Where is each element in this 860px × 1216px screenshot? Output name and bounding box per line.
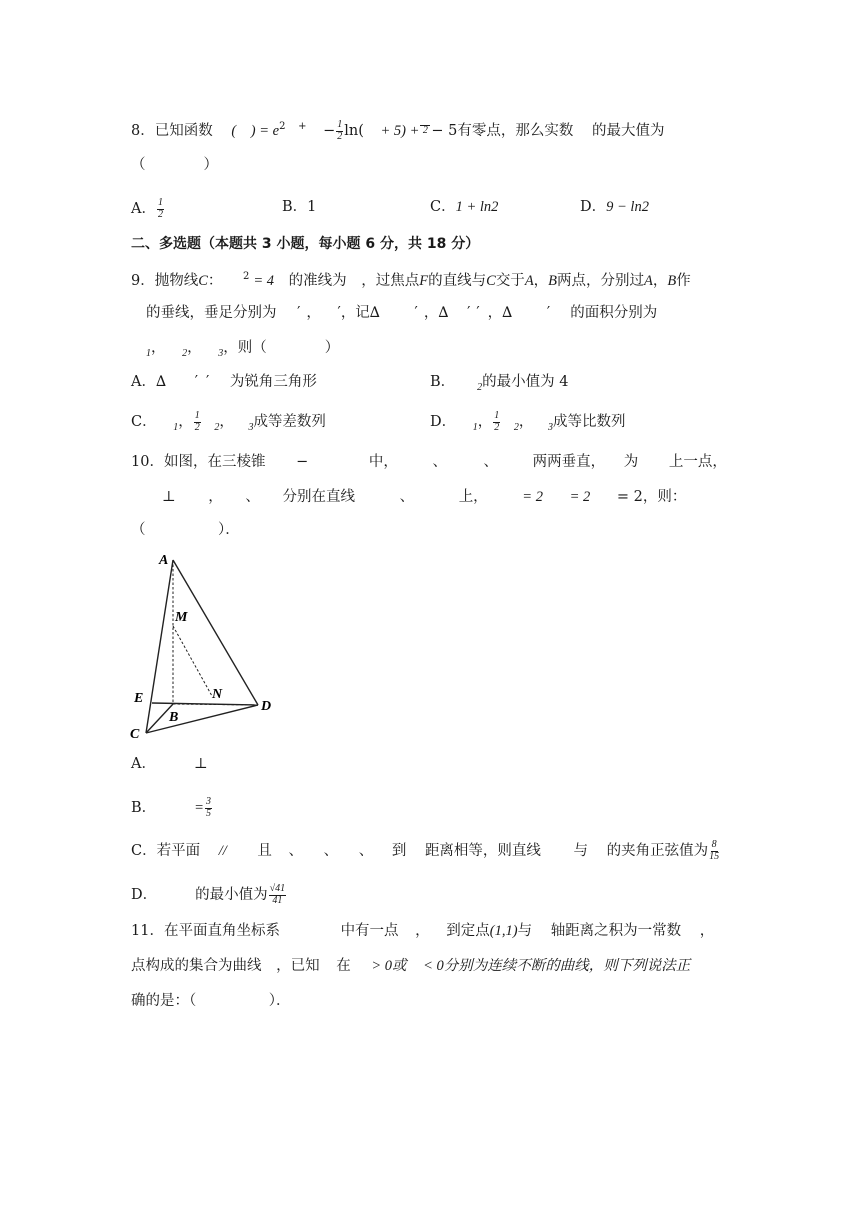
q8-option-a[interactable]: A． $\frac{1}{2}$ <box>131 197 163 220</box>
q9-stem-line3: $_1$， $_2$， $_3$，则（ ） <box>146 340 340 359</box>
label-b: B <box>169 710 179 725</box>
q9-option-b[interactable]: B． $_2$的最小值为 4 <box>430 374 569 393</box>
section-heading: 二、多选题（本题共 3 小题，每小题 6 分，共 18 分） <box>131 236 480 252</box>
q10-stem-line2: ⊥ ， 、 分别在直线 、 上， = 2 = 2 = 2，则： <box>162 489 687 505</box>
q8-stem: 8．已知函数 ( ) = $e^2$ + − $\frac{1}{2}$ ln( + 5) + 2 − 5有零点，那么实数 的最大值为 <box>131 119 665 142</box>
q9-option-c[interactable]: C． $_1$， $\frac{1}{2}$ $_2$， $_3$成等差数列 <box>131 410 326 433</box>
q10-stem-line1: 10．如图，在三棱锥 − 中， 、 、 两两垂直， 为 上一点， <box>131 454 727 470</box>
fraction-over-2: 2 <box>420 125 430 137</box>
q9-option-d[interactable]: D． $_1$， $\frac{1}{2}$ $_2$， $_3$成等比数列 <box>430 410 626 433</box>
q9-stem-line1: 9．抛物线C： $^2$ = 4 的准线为 ，过焦点F的直线与C交于A，B两点，分别过A，B作 <box>131 271 691 289</box>
q11-stem-line1: 11．在平面直角坐标系 中有一点 ， 到定点(1,1)与 轴距离之积为一常数 ， <box>131 923 715 939</box>
q9-stem-line2: 的垂线，垂足分别为 ′ ， ′，记∆ ′ ，∆ ′ ′ ，∆ ′ 的面积分别为 <box>146 305 658 321</box>
label-n: N <box>212 687 223 702</box>
q11-stem-line2: 点构成的集合为曲线 ，已知 在 > 0或 < 0分别为连续不断的曲线，则下列说法正 <box>131 958 691 974</box>
q8-option-c[interactable]: C．1 + ln2 <box>430 199 499 215</box>
q11-answer-blank: 确的是：（ ）． <box>131 993 291 1009</box>
q8-option-d[interactable]: D．9 − ln2 <box>580 199 649 215</box>
q10-option-a[interactable]: A． ⊥ <box>131 756 208 772</box>
q8-option-b[interactable]: B．1 <box>282 199 317 215</box>
fraction-half: $\frac{1}{2}$ <box>337 119 343 142</box>
label-c: C <box>130 727 140 742</box>
q10-option-d[interactable]: D． 的最小值为 $\frac{√41}{41}$ <box>131 883 286 906</box>
pyramid-figure <box>128 548 278 748</box>
q10-option-b[interactable]: B． = $\frac{3}{5}$ <box>131 796 211 819</box>
label-d: D <box>261 699 272 714</box>
label-a: A <box>159 553 169 568</box>
label-m: M <box>175 610 188 625</box>
q10-option-c[interactable]: C．若平面 // 且 、 、 、 到 距离相等，则直线 与 的夹角正弦值为 $\frac{8}{15}$ <box>131 839 720 862</box>
q10-answer-blank: （ ）． <box>131 522 240 538</box>
q9-option-a[interactable]: A．∆ ′ ′ 为锐角三角形 <box>131 374 317 390</box>
label-e: E <box>134 691 144 706</box>
q8-answer-blank: （ ） <box>131 157 218 173</box>
